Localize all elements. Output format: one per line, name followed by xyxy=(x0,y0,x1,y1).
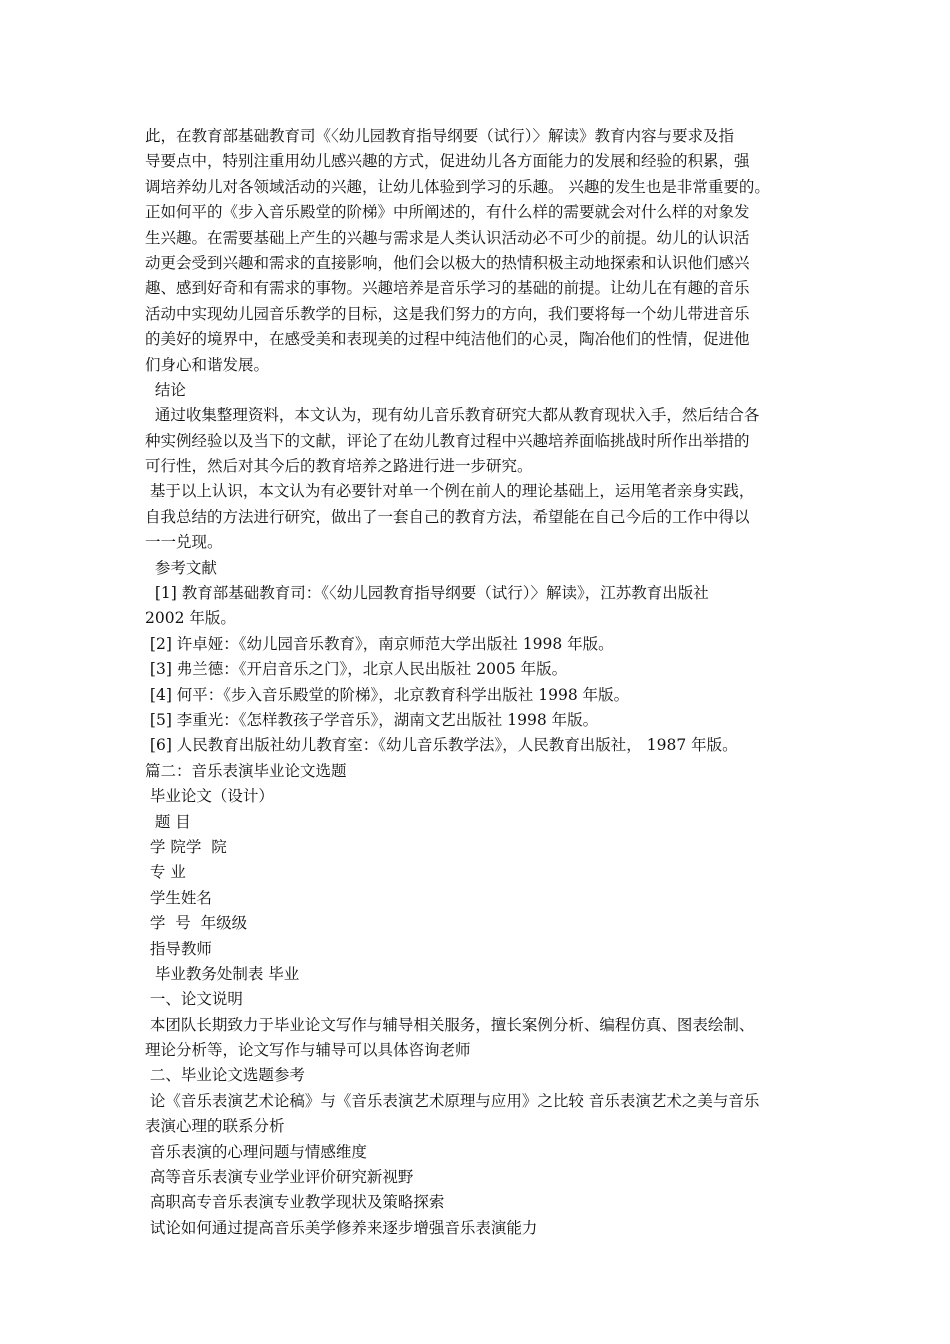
text-line: 2002 年版。 xyxy=(145,609,236,628)
text-line: 活动中实现幼儿园音乐教学的目标，这是我们努力的方向，我们要将每一个幼儿带进音乐 xyxy=(145,304,750,323)
text-line: 一一兑现。 xyxy=(145,533,223,552)
text-line: 毕业教务处制表 毕业 xyxy=(145,964,300,983)
text-line: [2] 许卓娅：《幼儿园音乐教育》，南京师范大学出版社 1998 年版。 xyxy=(145,634,614,653)
text-line: 动更会受到兴趣和需求的直接影响，他们会以极大的热情积极主动地探索和认识他们感兴 xyxy=(145,253,750,272)
text-line: 表演心理的联系分析 xyxy=(145,1117,285,1136)
text-line: 篇二：音乐表演毕业论文选题 xyxy=(145,761,347,780)
text-line: 论《音乐表演艺术论稿》与《音乐表演艺术原理与应用》之比较 音乐表演艺术之美与音乐 xyxy=(145,1091,760,1110)
text-line: 音乐表演的心理问题与情感维度 xyxy=(145,1142,367,1161)
text-line: 高等音乐表演专业学业评价研究新视野 xyxy=(145,1168,414,1187)
text-line: 学 号 年级级 xyxy=(145,914,248,933)
text-line: 调培养幼儿对各领域活动的兴趣，让幼儿体验到学习的乐趣。 兴趣的发生也是非常重要的。 xyxy=(145,177,770,196)
text-line: 指导教师 xyxy=(145,939,212,958)
text-line: 题 目 xyxy=(145,812,191,831)
document-body xyxy=(145,124,825,1241)
text-line: [4] 何平：《步入音乐殿堂的阶梯》，北京教育科学出版社 1998 年版。 xyxy=(145,685,630,704)
text-line: 学生姓名 xyxy=(145,888,212,907)
text-line: 种实例经验以及当下的文献，评论了在幼儿教育过程中兴趣培养面临挑战时所作出举措的 xyxy=(145,431,750,450)
text-line: 参考文献 xyxy=(145,558,217,577)
text-line: 毕业论文（设计） xyxy=(145,787,274,806)
text-line: 学 院学 院 xyxy=(145,837,227,856)
text-line: 趣、感到好奇和有需求的事物。兴趣培养是音乐学习的基础的前提。让幼儿在有趣的音乐 xyxy=(145,279,750,298)
text-line: 高职高专音乐表演专业教学现状及策略探索 xyxy=(145,1193,445,1212)
text-line: 理论分析等，论文写作与辅导可以具体咨询老师 xyxy=(145,1041,471,1060)
text-line: 二、毕业论文选题参考 xyxy=(145,1066,305,1085)
text-line: [6] 人民教育出版社幼儿教育室：《幼儿音乐教学法》，人民教育出版社， 1987 年版。 xyxy=(145,736,738,755)
text-line: 此，在教育部基础教育司《〈幼儿园教育指导纲要（试行）〉解读》教育内容与要求及指 xyxy=(145,127,735,145)
text-line: 一、论文说明 xyxy=(145,990,243,1009)
text-line: [3] 弗兰德：《开启音乐之门》，北京人民出版社 2005 年版。 xyxy=(145,660,568,679)
text-line: 通过收集整理资料，本文认为，现有幼儿音乐教育研究大都从教育现状入手，然后结合各 xyxy=(145,406,760,425)
text-line: [1] 教育部基础教育司：《〈幼儿园教育指导纲要（试行）〉解读》，江苏教育出版社 xyxy=(145,584,709,603)
text-line: 导要点中，特别注重用幼儿感兴趣的方式，促进幼儿各方面能力的发展和经验的积累，强 xyxy=(145,152,750,171)
text-line: 结论 xyxy=(145,380,186,399)
text-line: 们身心和谐发展。 xyxy=(145,355,270,374)
text-line: 本团队长期致力于毕业论文写作与辅导相关服务，擅长案例分析、编程仿真、图表绘制、 xyxy=(145,1015,755,1034)
text-line: 的美好的境界中，在感受美和表现美的过程中纯洁他们的心灵，陶冶他们的性情，促进他 xyxy=(145,330,750,349)
text-line: 专 业 xyxy=(145,863,186,882)
text-line: 试论如何通过提高音乐美学修养来逐步增强音乐表演能力 xyxy=(145,1218,538,1237)
text-line: [5] 李重光：《怎样教孩子学音乐》，湖南文艺出版社 1998 年版。 xyxy=(145,710,599,729)
text-line: 可行性，然后对其今后的教育培养之路进行进一步研究。 xyxy=(145,457,533,476)
text-line: 自我总结的方法进行研究，做出了一套自己的教育方法，希望能在自己今后的工作中得以 xyxy=(145,507,750,526)
text-line: 基于以上认识，本文认为有必要针对单一个例在前人的理论基础上，运用笔者亲身实践， xyxy=(145,482,755,501)
text-line: 生兴趣。在需要基础上产生的兴趣与需求是人类认识活动必不可少的前提。幼儿的认识活 xyxy=(145,228,750,247)
text-line: 正如何平的《步入音乐殿堂的阶梯》中所阐述的，有什么样的需要就会对什么样的对象发 xyxy=(145,203,750,222)
